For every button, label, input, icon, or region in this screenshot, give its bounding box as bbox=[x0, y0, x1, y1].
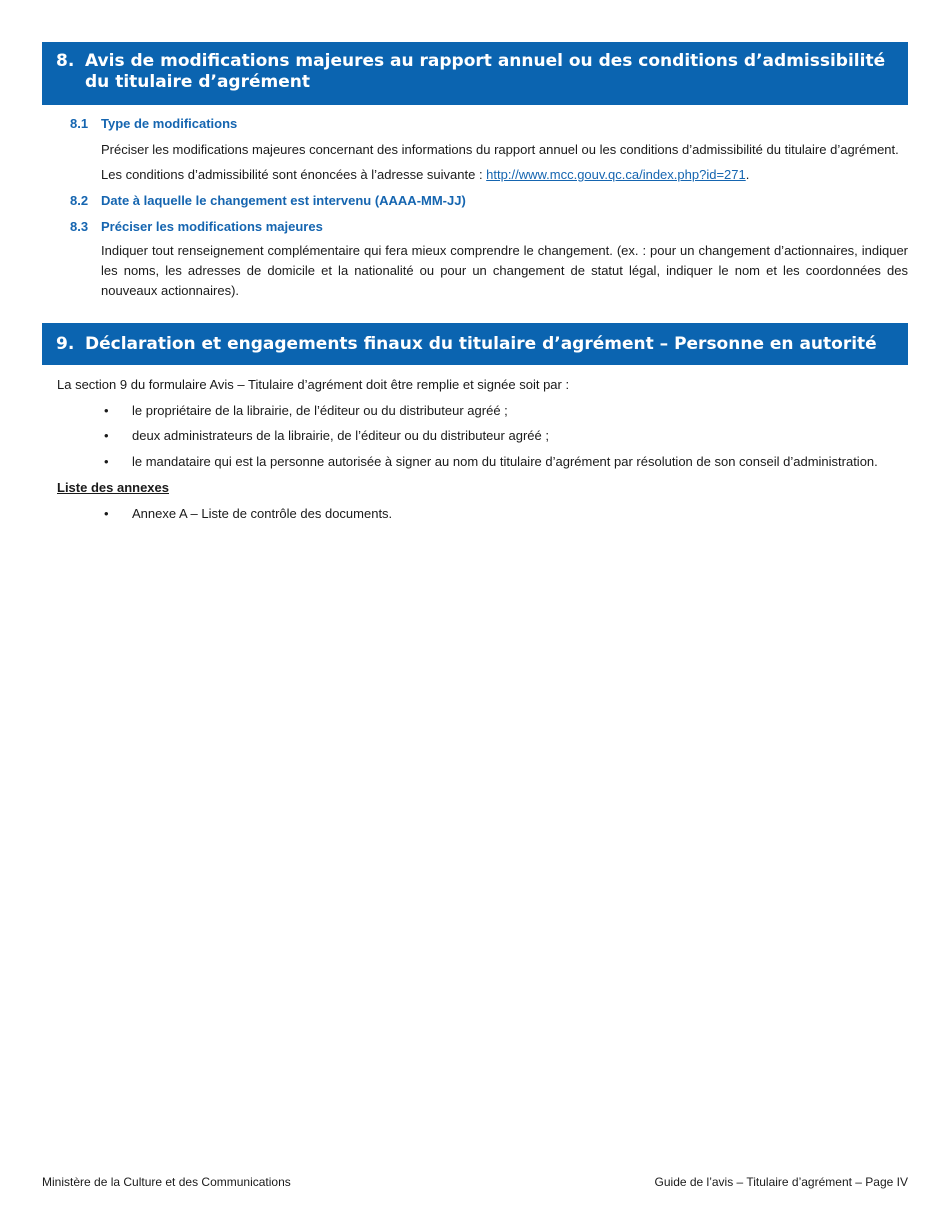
footer-ministry: Ministère de la Culture et des Communications bbox=[42, 1175, 291, 1189]
section-8-heading bbox=[42, 42, 908, 105]
subsection-8-1-paragraph: Préciser les modifications majeures concernant des informations du rapport annuel ou les conditions d’admissibilité du titulaire d’agrément. bbox=[101, 142, 899, 157]
section-8-title-line1: Avis de modifications majeures au rapport annuel ou des conditions d’admissibilité bbox=[85, 51, 886, 71]
section-8-number: 8. bbox=[56, 51, 75, 71]
bullet-icon: • bbox=[104, 403, 109, 418]
annexes-heading: Liste des annexes bbox=[57, 480, 169, 495]
section-8-title-line2: du titulaire d’agrément bbox=[85, 72, 310, 92]
section-9-heading bbox=[42, 323, 908, 365]
subsection-8-1-heading: 8.1 Type de modifications bbox=[70, 116, 238, 131]
bullet-icon: • bbox=[104, 428, 109, 443]
subsection-8-3-heading: 8.3 Préciser les modifications majeures bbox=[70, 219, 323, 234]
subsection-8-1-conditions: Les conditions d’admissibilité sont énoncées à l’adresse suivante : http://www.mcc.gouv.qc.ca/index.php?id=271. bbox=[101, 167, 750, 182]
conditions-link[interactable]: http://www.mcc.gouv.qc.ca/index.php?id=271 bbox=[486, 167, 746, 182]
section-9-title: Déclaration et engagements finaux du titulaire d’agrément – Personne en autorité bbox=[85, 334, 877, 354]
section-9-intro: La section 9 du formulaire Avis – Titulaire d’agrément doit être remplie et signée soit par : bbox=[57, 377, 570, 392]
bullet-icon: • bbox=[104, 506, 109, 521]
section-9-number: 9. bbox=[56, 334, 75, 354]
footer-page-info: Guide de l’avis – Titulaire d’agrément – Page IV bbox=[654, 1175, 908, 1189]
subsection-8-3-paragraph: Indiquer tout renseignement complémentaire qui fera mieux comprendre le changement. (ex. : pour un changement d’actionnaires, indiquer les noms, les adresses de domicile et la nationalité ou pour un changement de statut légal, indiquer le nom et les coordonnées des nouveaux actionnaires). bbox=[101, 243, 908, 298]
bullet-icon: • bbox=[104, 454, 109, 469]
subsection-8-2-heading: 8.2 Date à laquelle le changement est intervenu (AAAA-MM-JJ) bbox=[70, 193, 466, 208]
